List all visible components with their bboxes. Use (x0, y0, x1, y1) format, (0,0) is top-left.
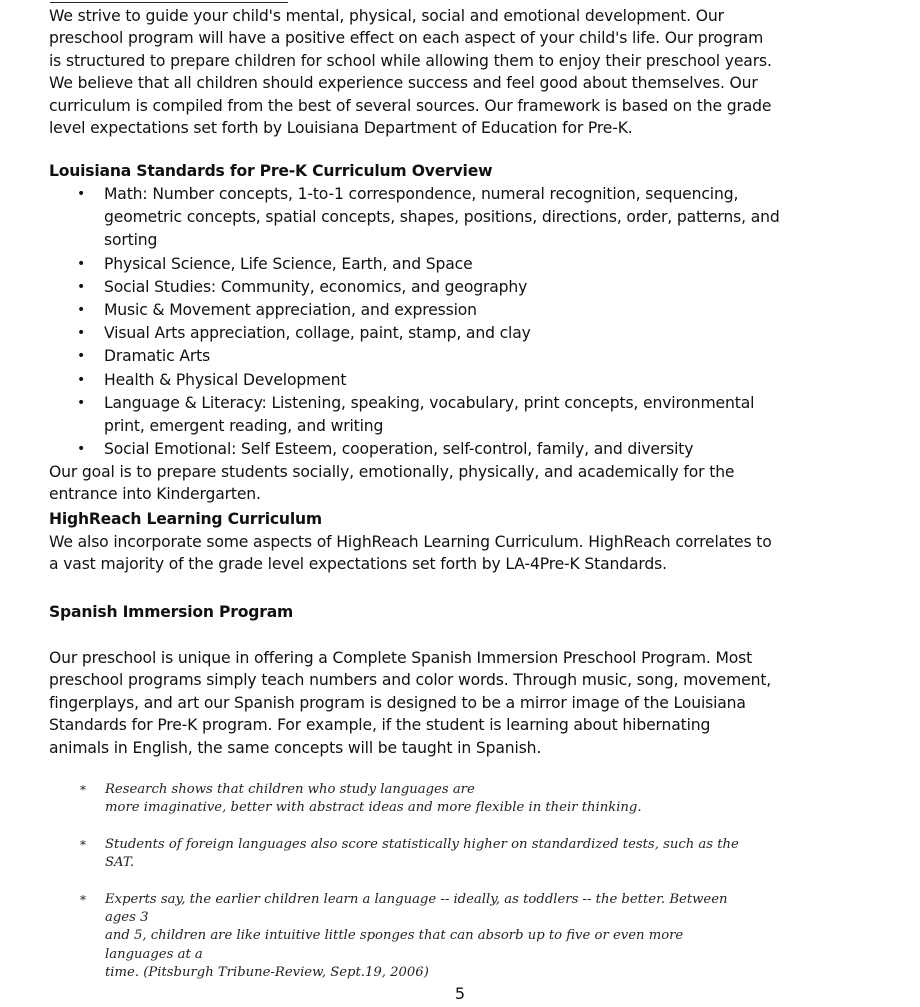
asterisk-icon: * (80, 892, 86, 907)
list-item-line: Social Emotional: Self Esteem, cooperation, self-control, family, and diversity (104, 440, 694, 459)
research-note-line: Students of foreign languages also score statistically higher on standardized tests, such as the SAT. (105, 836, 739, 871)
highreach-line: We also incorporate some aspects of HighReach Learning Curriculum. HighReach correlates to (49, 533, 772, 551)
spanish-line: preschool programs simply teach numbers and color words. Through music, song, movement, (49, 671, 772, 690)
asterisk-icon: * (80, 783, 86, 797)
list-item-line: Music & Movement appreciation, and expression (104, 301, 477, 320)
list-item (49, 345, 809, 368)
bullet-icon: • (77, 371, 86, 388)
list-item (49, 276, 809, 299)
research-note-line: time. (Pitsburgh Tribune-Review, Sept.19, 2006) (105, 965, 429, 981)
spanish-line: animals in English, the same concepts will be taught in Spanish. (49, 738, 542, 757)
standards-list (49, 183, 809, 461)
intro-line: preschool program will have a positive effect on each aspect of your child's life. Our program (49, 29, 764, 48)
list-item (49, 299, 809, 322)
research-notes (80, 781, 740, 1001)
list-item-line: geometric concepts, spatial concepts, shapes, positions, directions, order, patterns, and (104, 208, 780, 227)
research-note-line: Research shows that children who study languages are (105, 782, 475, 797)
highreach-paragraph (49, 531, 829, 576)
list-item (49, 253, 809, 276)
goal-paragraph (49, 461, 829, 506)
spanish-heading: Spanish Immersion Program (49, 603, 294, 621)
bullet-icon: • (77, 302, 86, 319)
list-item-line: sorting (104, 231, 158, 250)
research-note-line: and 5, children are like intuitive little sponges that can absorb up to five or even more languages at a (105, 928, 684, 962)
list-item (49, 369, 809, 392)
intro-line: level expectations set forth by Louisiana Department of Education for Pre-K. (49, 119, 633, 138)
highreach-heading: HighReach Learning Curriculum (49, 510, 322, 528)
intro-paragraph (49, 5, 829, 139)
spanish-line: Our preschool is unique in offering a Complete Spanish Immersion Preschool Program. Most (49, 649, 753, 667)
list-item-line: Social Studies: Community, economics, and geography (104, 277, 528, 296)
list-item (49, 183, 809, 253)
bullet-icon: • (77, 278, 86, 295)
research-note (80, 836, 740, 873)
list-item-line: Math: Number concepts, 1-to-1 correspondence, numeral recognition, sequencing, (104, 185, 739, 203)
bullet-icon: • (77, 348, 86, 365)
spanish-line: fingerplays, and art our Spanish program is designed to be a mirror image of the Louisiana (49, 693, 746, 712)
goal-line: Our goal is to prepare students socially, emotionally, physically, and academically for the (49, 463, 735, 481)
bullet-icon: • (77, 255, 86, 272)
list-item-line: Dramatic Arts (104, 347, 211, 366)
intro-line: is structured to prepare children for school while allowing them to enjoy their preschool years. (49, 51, 772, 70)
research-note-line: more imaginative, better with abstract ideas and more flexible in their thinking. (105, 800, 642, 816)
standards-heading: Louisiana Standards for Pre-K Curriculum Overview (49, 162, 493, 180)
list-item-line: Physical Science, Life Science, Earth, and Space (104, 254, 473, 273)
research-note (80, 891, 740, 983)
top-rule (50, 2, 288, 3)
list-item-line: print, emergent reading, and writing (104, 417, 384, 436)
page-number: 5 (454, 984, 466, 1003)
list-item (49, 438, 809, 461)
spanish-paragraph (49, 647, 829, 759)
spanish-line: Standards for Pre-K program. For example, if the student is learning about hibernating (49, 716, 711, 735)
list-item-line: Language & Literacy: Listening, speaking, vocabulary, print concepts, environmental (104, 393, 755, 412)
bullet-icon: • (77, 325, 86, 342)
goal-line: entrance into Kindergarten. (49, 485, 261, 504)
list-item-line: Health & Physical Development (104, 370, 347, 389)
list-item (49, 322, 809, 345)
research-note-line: Experts say, the earlier children learn a language -- ideally, as toddlers -- the better. Between ages 3 (105, 891, 728, 926)
research-note (80, 781, 740, 818)
list-item (49, 392, 809, 438)
bullet-icon: • (77, 186, 86, 202)
intro-line: We strive to guide your child's mental, physical, social and emotional development. Our (49, 7, 724, 25)
bullet-icon: • (77, 441, 86, 458)
highreach-line: a vast majority of the grade level expectations set forth by LA-4Pre-K Standards. (49, 555, 667, 574)
intro-line: curriculum is compiled from the best of several sources. Our framework is based on the grade (49, 96, 772, 115)
bullet-icon: • (77, 394, 86, 411)
asterisk-icon: * (80, 837, 86, 852)
list-item-line: Visual Arts appreciation, collage, paint, stamp, and clay (104, 324, 531, 343)
intro-line: We believe that all children should experience success and feel good about themselves. Our (49, 74, 758, 93)
